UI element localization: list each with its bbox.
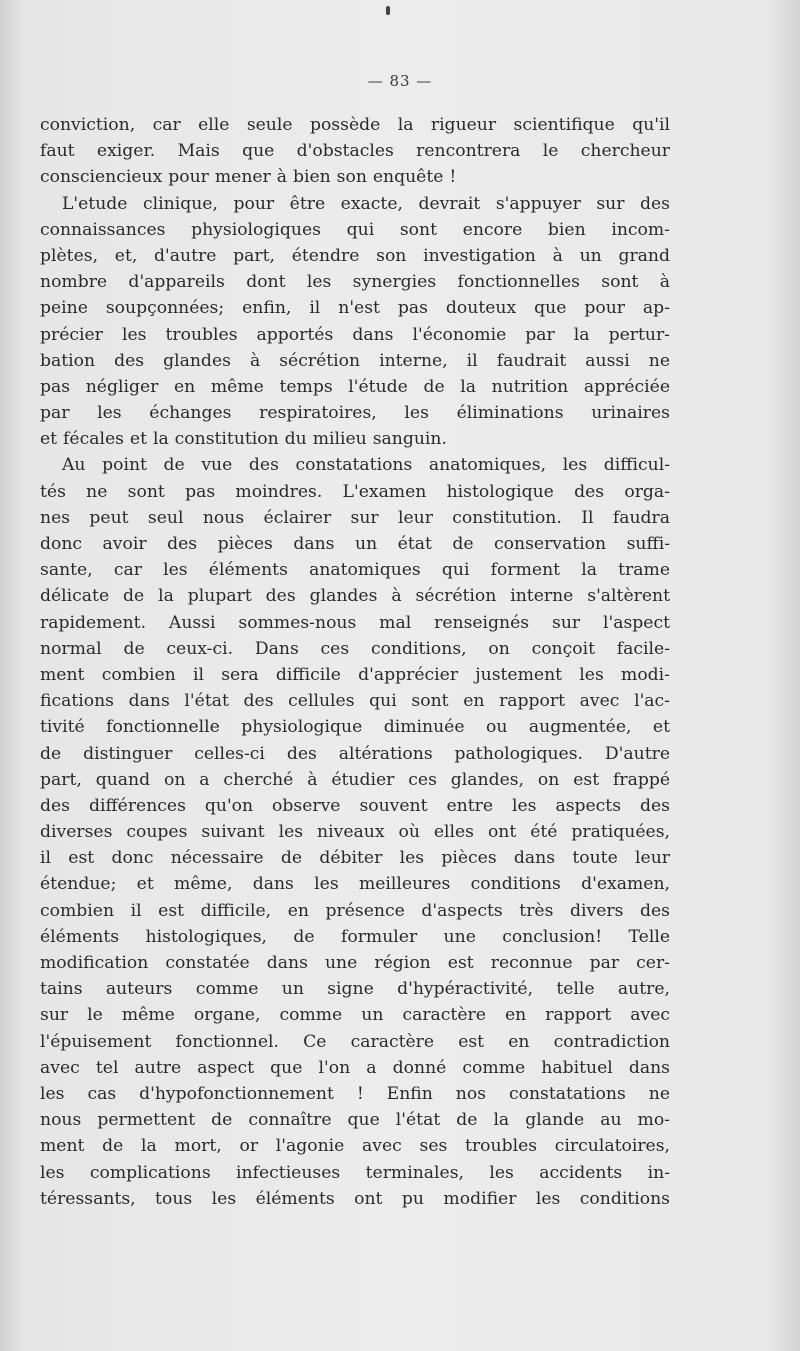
text-line: éléments histologiques, de formuler une conclusion! Telle	[40, 926, 670, 947]
text-line: tains auteurs comme un signe d'hypéractivité, telle autre,	[40, 979, 670, 1000]
text-line: avec tel autre aspect que l'on a donné comme habituel dans	[40, 1057, 670, 1078]
text-line: donc avoir des pièces dans un état de conservation suffi-	[40, 534, 670, 554]
text-line: part, quand on a cherché à étudier ces glandes, on est frappé	[40, 769, 670, 790]
text-line: faut exiger. Mais que d'obstacles rencontrera le chercheur	[40, 141, 670, 162]
body-text	[40, 112, 670, 1212]
text-line: fications dans l'état des cellules qui sont en rapport avec l'ac-	[40, 691, 670, 712]
text-line: diverses coupes suivant les niveaux où elles ont été pratiquées,	[40, 822, 670, 843]
text-line: L'etude clinique, pour être exacte, devrait s'appuyer sur des	[62, 193, 670, 214]
text-line: pas négliger en même temps l'étude de la nutrition appréciée	[40, 376, 670, 397]
text-line: normal de ceux-ci. Dans ces conditions, on conçoit facile-	[40, 638, 670, 659]
text-line: nes peut seul nous éclairer sur leur constitution. Il faudra	[40, 507, 670, 528]
text-line: plètes, et, d'autre part, étendre son investigation à un grand	[40, 245, 670, 266]
text-line: l'épuisement fonctionnel. Ce caractère est en contradiction	[40, 1031, 670, 1052]
text-line: ment de la mort, or l'agonie avec ses troubles circulatoires,	[40, 1136, 670, 1157]
text-line: délicate de la plupart des glandes à sécrétion interne s'altèrent	[40, 586, 670, 607]
text-line: des différences qu'on observe souvent entre les aspects des	[40, 795, 670, 816]
text-line: consciencieux pour mener à bien son enquête !	[40, 167, 457, 188]
text-line: de distinguer celles-ci des altérations pathologiques. D'autre	[40, 743, 670, 764]
text-line: Au point de vue des constatations anatomiques, les difficul-	[62, 455, 670, 476]
text-line: il est donc nécessaire de débiter les pièces dans toute leur	[40, 848, 670, 869]
text-line: et fécales et la constitution du milieu sanguin.	[40, 429, 447, 450]
text-line: nombre d'appareils dont les synergies fonctionnelles sont à	[40, 272, 670, 293]
text-line: tés ne sont pas moindres. L'examen histologique des orga-	[40, 481, 670, 502]
text-line: téressants, tous les éléments ont pu modifier les conditions	[40, 1188, 670, 1209]
text-line: étendue; et même, dans les meilleures conditions d'examen,	[40, 874, 670, 895]
text-line: nous permettent de connaître que l'état de la glande au mo-	[40, 1110, 670, 1131]
text-line: sante, car les éléments anatomiques qui forment la trame	[40, 560, 670, 581]
text-line: modification constatée dans une région est reconnue par cer-	[40, 953, 670, 973]
text-line: ment combien il sera difficile d'apprécier justement les modi-	[40, 664, 670, 685]
text-line: connaissances physiologiques qui sont encore bien incom-	[40, 219, 670, 240]
page-number: — 83 —	[367, 72, 433, 90]
ink-speck	[386, 6, 390, 15]
text-line: conviction, car elle seule possède la rigueur scientifique qu'il	[40, 115, 670, 135]
text-line: peine soupçonnées; enfin, il n'est pas douteux que pour ap-	[40, 298, 670, 319]
text-line: tivité fonctionnelle physiologique diminuée ou augmentée, et	[40, 717, 670, 738]
text-line: les cas d'hypofonctionnement ! Enfin nos constatations ne	[40, 1083, 670, 1104]
text-line: rapidement. Aussi sommes-nous mal renseignés sur l'aspect	[40, 612, 670, 633]
text-line: combien il est difficile, en présence d'aspects très divers des	[40, 900, 670, 921]
text-line: précier les troubles apportés dans l'économie par la pertur-	[40, 324, 670, 345]
text-line: par les échanges respiratoires, les éliminations urinaires	[40, 403, 670, 424]
text-line: bation des glandes à sécrétion interne, il faudrait aussi ne	[40, 350, 670, 371]
text-line: sur le même organe, comme un caractère en rapport avec	[40, 1005, 670, 1026]
text-line: les complications infectieuses terminales, les accidents in-	[40, 1162, 670, 1183]
